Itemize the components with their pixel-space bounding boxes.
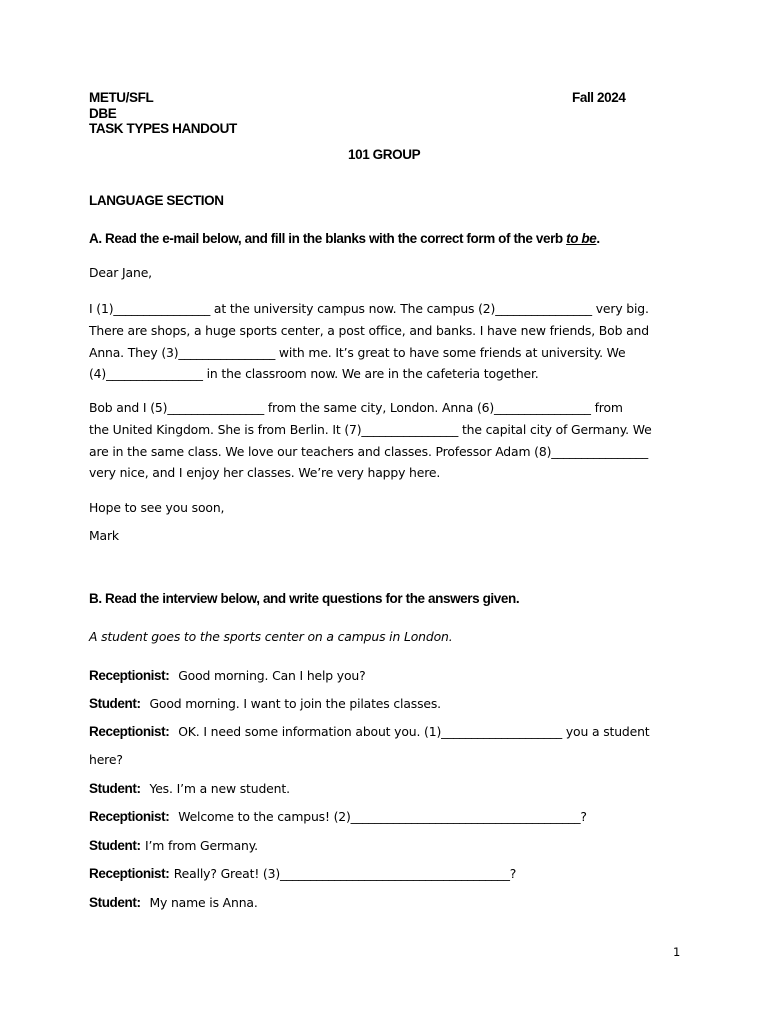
dialogue-text: Good morning. Can I help you? [178,668,366,683]
email-greeting: Dear Jane, [89,265,152,280]
email-closing: Hope to see you soon, [89,500,225,515]
part-a-instruction [89,231,600,246]
speaker-label: Student: [89,781,141,796]
part-a-instruction-verb: to be [566,231,597,246]
speaker-label: Student: [89,895,141,910]
dialogue-line [89,695,441,713]
speaker-label: Student: [89,696,141,711]
email-line: Anna. They (3)________________ with me. It’s great to have some friends at university. We [89,344,626,360]
dialogue-text: OK. I need some information about you. (1)____________________ you a student [178,724,650,739]
speaker-label: Receptionist: [89,809,170,824]
dialogue-text: Really? Great! (3)______________________________________? [173,866,517,881]
dialogue-text: Welcome to the campus! (2)______________________________________? [178,809,587,824]
dialogue-text: Yes. I’m a new student. [149,781,290,796]
part-b-instruction: B. Read the interview below, and write questions for the answers given. [89,591,520,606]
term-label: Fall 2024 [572,90,626,105]
speaker-label: Receptionist: [89,668,170,683]
email-line: are in the same class. We love our teachers and classes. Professor Adam (8)________________ [89,443,649,459]
email-line: very nice, and I enjoy her classes. We’re very happy here. [89,465,441,481]
email-line: Bob and I (5)________________ from the same city, London. Anna (6)________________ from [89,400,623,415]
dialogue-line [89,723,650,741]
part-a-instruction-prefix: A. Read the e-mail below, and fill in the blanks with the correct form of the verb [89,231,567,246]
dialogue-line [89,667,366,685]
email-line: There are shops, a huge sports center, a post office, and banks. I have new friends, Bob and [89,322,649,338]
section-title: LANGUAGE SECTION [89,193,224,208]
email-line: (4)________________ in the classroom now. We are in the cafeteria together. [89,366,539,382]
speaker-label: Receptionist: [89,866,170,881]
speaker-label: Student: [89,838,141,853]
dialogue-text: I’m from Germany. [145,838,258,853]
dialogue-line [89,865,516,883]
email-line: I (1)________________ at the university campus now. The campus (2)________________ very big. [89,301,649,316]
institution-label: METU/SFL [89,90,154,105]
speaker-label: Receptionist: [89,724,170,739]
doc-title: TASK TYPES HANDOUT [89,121,237,136]
email-paragraph-2 [89,397,689,484]
email-signature: Mark [89,528,119,543]
email-paragraph-1 [89,298,689,385]
part-b-context: A student goes to the sports center on a campus in London. [89,629,453,644]
email-line: the United Kingdom. She is from Berlin. It (7)________________ the capital city of Germany. We [89,421,652,437]
group-label: 101 GROUP [348,147,421,162]
page-number: 1 [673,945,681,959]
part-a-instruction-suffix: . [596,231,600,246]
dialogue-text: My name is Anna. [149,895,258,910]
dialogue-text: Good morning. I want to join the pilates classes. [149,696,441,711]
dialogue-line [89,837,258,855]
dialogue-line [89,780,290,798]
department-label: DBE [89,106,117,121]
dialogue-line [89,808,587,826]
dialogue-continuation: here? [89,752,123,767]
dialogue-line [89,894,258,912]
